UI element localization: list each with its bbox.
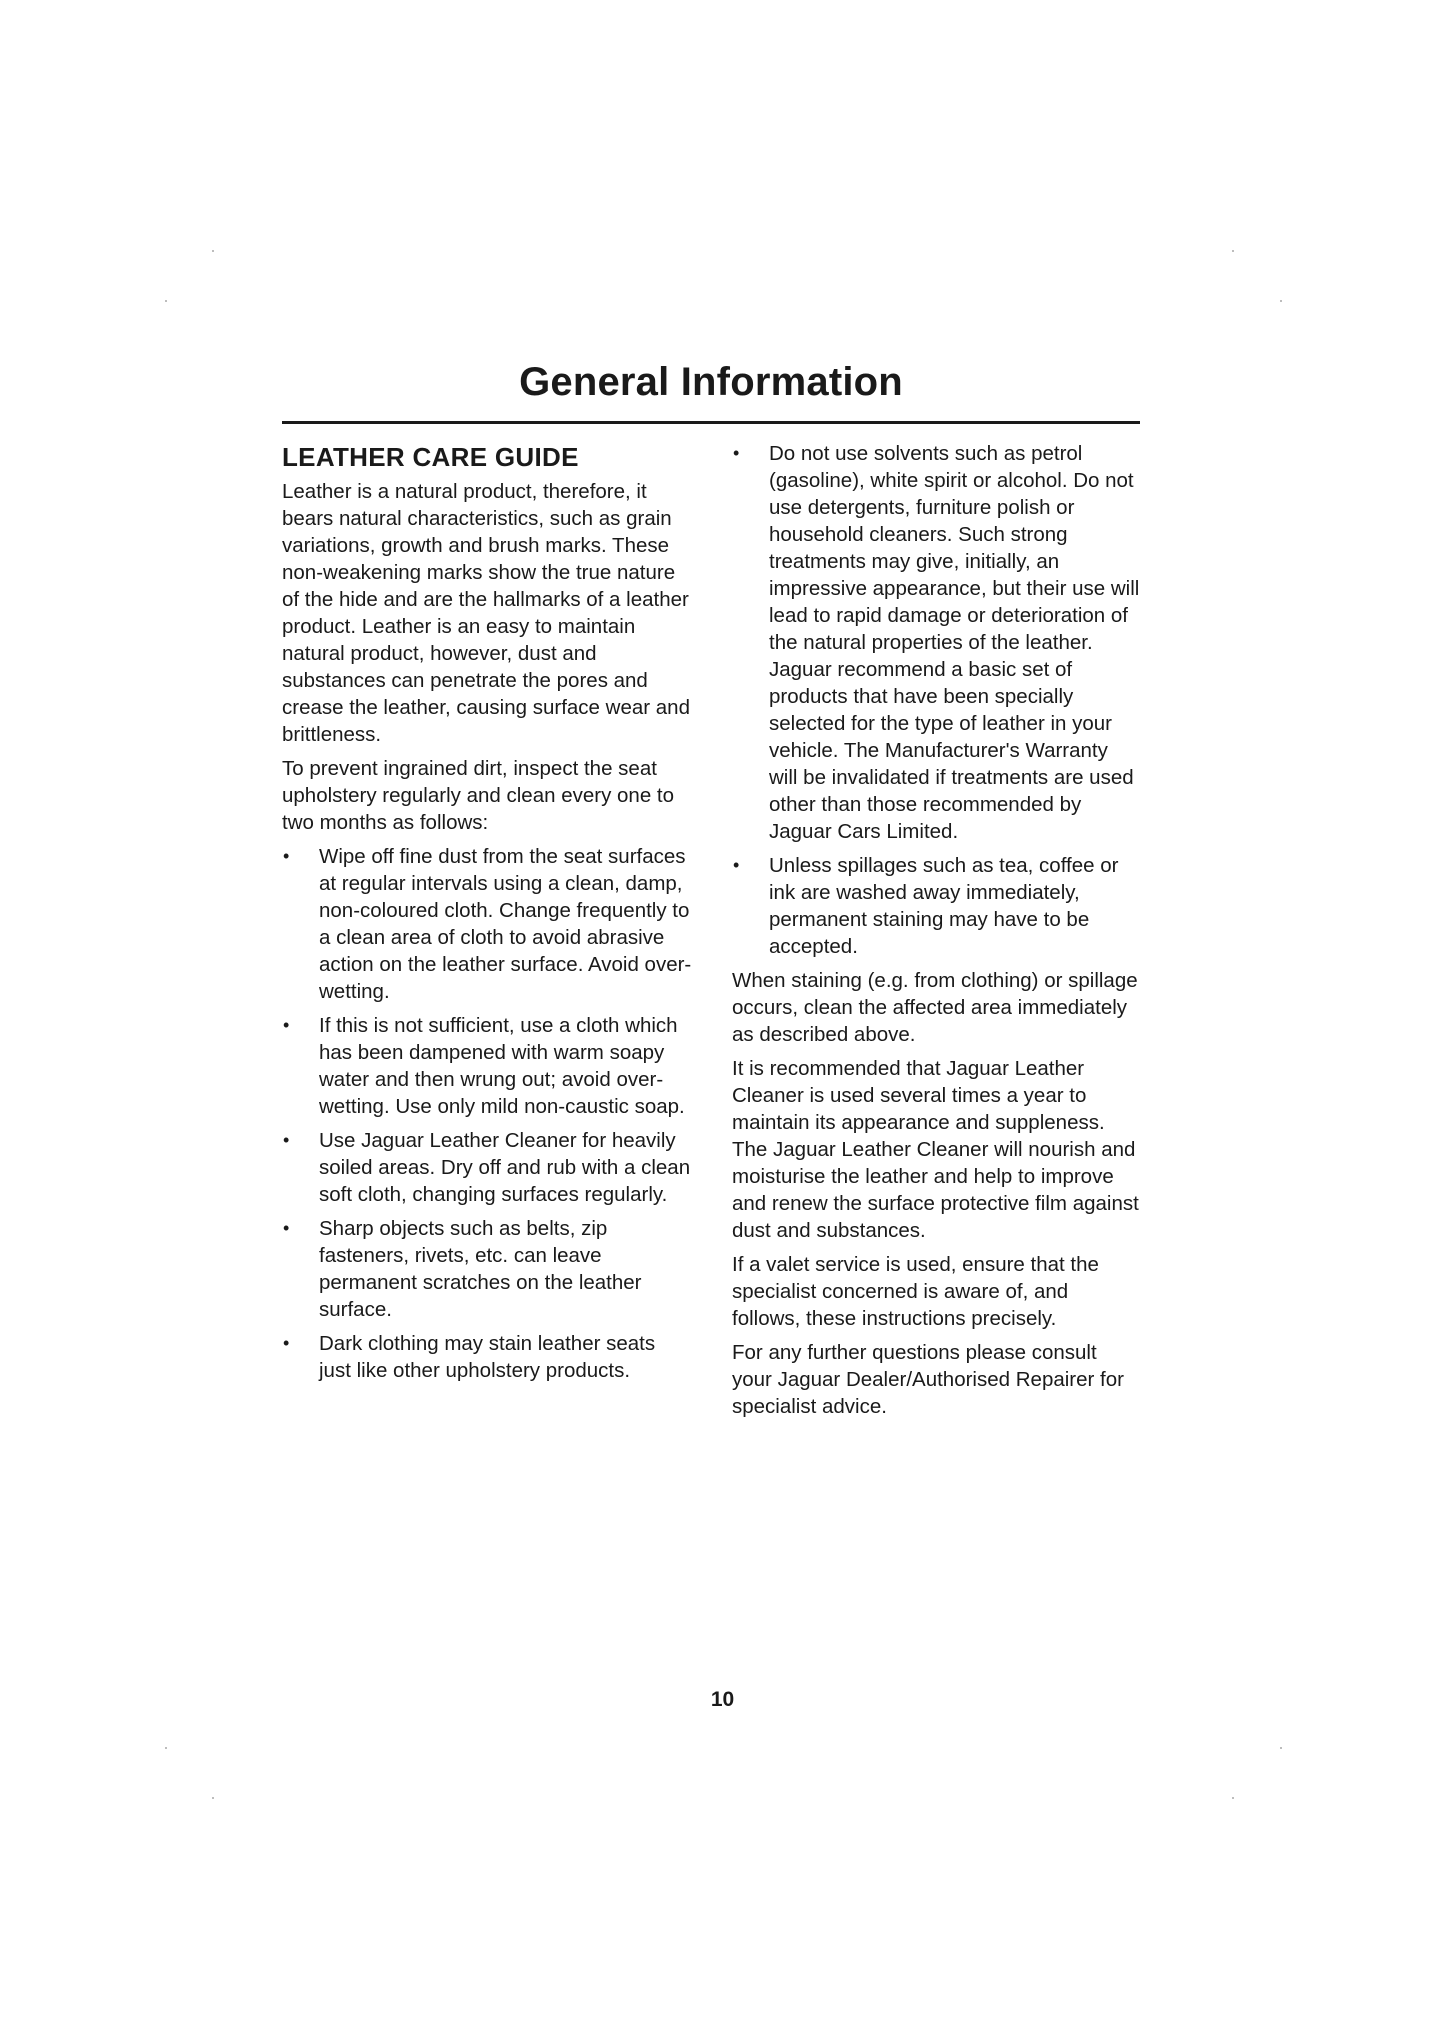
warnings-list — [732, 440, 1140, 960]
list-item-text: Dark clothing may stain leather seats just like other upholstery products. — [319, 1332, 656, 1382]
bullet-icon: • — [283, 1333, 290, 1353]
list-item — [282, 1215, 692, 1323]
crop-mark-bottom-right — [1280, 1747, 1282, 1749]
left-column — [282, 440, 692, 1391]
bullet-icon: • — [733, 855, 740, 875]
bullet-icon: • — [283, 1015, 290, 1035]
crop-mark-top-left — [212, 250, 214, 252]
list-item-text: Unless spillages such as tea, coffee or ink are washed away immediately, permanent staining may have to be accepted. — [769, 854, 1119, 958]
crop-mark-top-right — [1232, 250, 1234, 252]
further-questions-paragraph: For any further questions please consult your Jaguar Dealer/Authorised Repairer for specialist advice. — [732, 1341, 1124, 1418]
list-item-text: Sharp objects such as belts, zip fasteners, rivets, etc. can leave permanent scratches on the leather surface. — [319, 1217, 642, 1321]
bullet-icon: • — [283, 846, 290, 866]
right-column — [732, 440, 1140, 1427]
list-item — [282, 1330, 692, 1384]
crop-mark-bottom-left-outer — [212, 1797, 214, 1799]
crop-mark-bottom-left — [165, 1747, 167, 1749]
crop-mark-bottom-right-outer — [1232, 1797, 1234, 1799]
page-title: General Information — [519, 360, 903, 404]
list-item — [732, 852, 1140, 960]
list-item — [282, 1127, 692, 1208]
list-item — [282, 843, 692, 1005]
list-item-text: Do not use solvents such as petrol (gasoline), white spirit or alcohol. Do not use detergents, furniture polish or household cleaners. Such strong treatments may give, initially, an impressive appearance, but their use will lead to rapid damage or deterioration of the natural properties of the leather. Jaguar recommend a basic set of products that have been specially selected for the type of leather in your vehicle. The Manufacturer's Warranty will be invalidated if treatments are used other than those recommended by Jaguar Cars Limited. — [769, 442, 1140, 843]
title-rule — [282, 421, 1140, 424]
page-number: 10 — [710, 1688, 735, 1711]
bullet-icon: • — [283, 1218, 290, 1238]
cleaner-paragraph: It is recommended that Jaguar Leather Cleaner is used several times a year to maintain its appearance and suppleness. The Jaguar Leather Cleaner will nourish and moisturise the leather and help to improve and renew the surface protective film against dust and substances. — [732, 1057, 1139, 1242]
intro-paragraph: Leather is a natural product, therefore, it bears natural characteristics, such as grain variations, growth and brush marks. These non-weakening marks show the true nature of the hide and are the hallmarks of a leather product. Leather is an easy to maintain natural product, however, dust and substances can penetrate the pores and crease the leather, causing surface wear and brittleness. — [282, 480, 690, 746]
instructions-paragraph: To prevent ingrained dirt, inspect the seat upholstery regularly and clean every one to two months as follows: — [282, 757, 675, 834]
list-item-text: Wipe off fine dust from the seat surfaces at regular intervals using a clean, damp, non-coloured cloth. Change frequently to a clean area of cloth to avoid abrasive action on the leather surface. Avoid over-wetting. — [319, 845, 692, 1003]
crop-mark-top-right-outer — [1280, 300, 1282, 302]
bullet-icon: • — [283, 1130, 290, 1150]
valet-paragraph: If a valet service is used, ensure that the specialist concerned is aware of, and follows, these instructions precisely. — [732, 1253, 1099, 1330]
list-item-text: Use Jaguar Leather Cleaner for heavily soiled areas. Dry off and rub with a clean soft cloth, changing surfaces regularly. — [319, 1129, 691, 1206]
section-heading: LEATHER CARE GUIDE — [282, 442, 579, 472]
cleaning-steps-list — [282, 843, 692, 1384]
bullet-icon: • — [733, 443, 740, 463]
list-item — [732, 440, 1140, 845]
crop-mark-top-left-outer — [165, 300, 167, 302]
list-item-text: If this is not sufficient, use a cloth which has been dampened with warm soapy water and then wrung out; avoid over-wetting. Use only mild non-caustic soap. — [319, 1014, 685, 1118]
list-item — [282, 1012, 692, 1120]
staining-paragraph: When staining (e.g. from clothing) or spillage occurs, clean the affected area immediately as described above. — [732, 969, 1138, 1046]
